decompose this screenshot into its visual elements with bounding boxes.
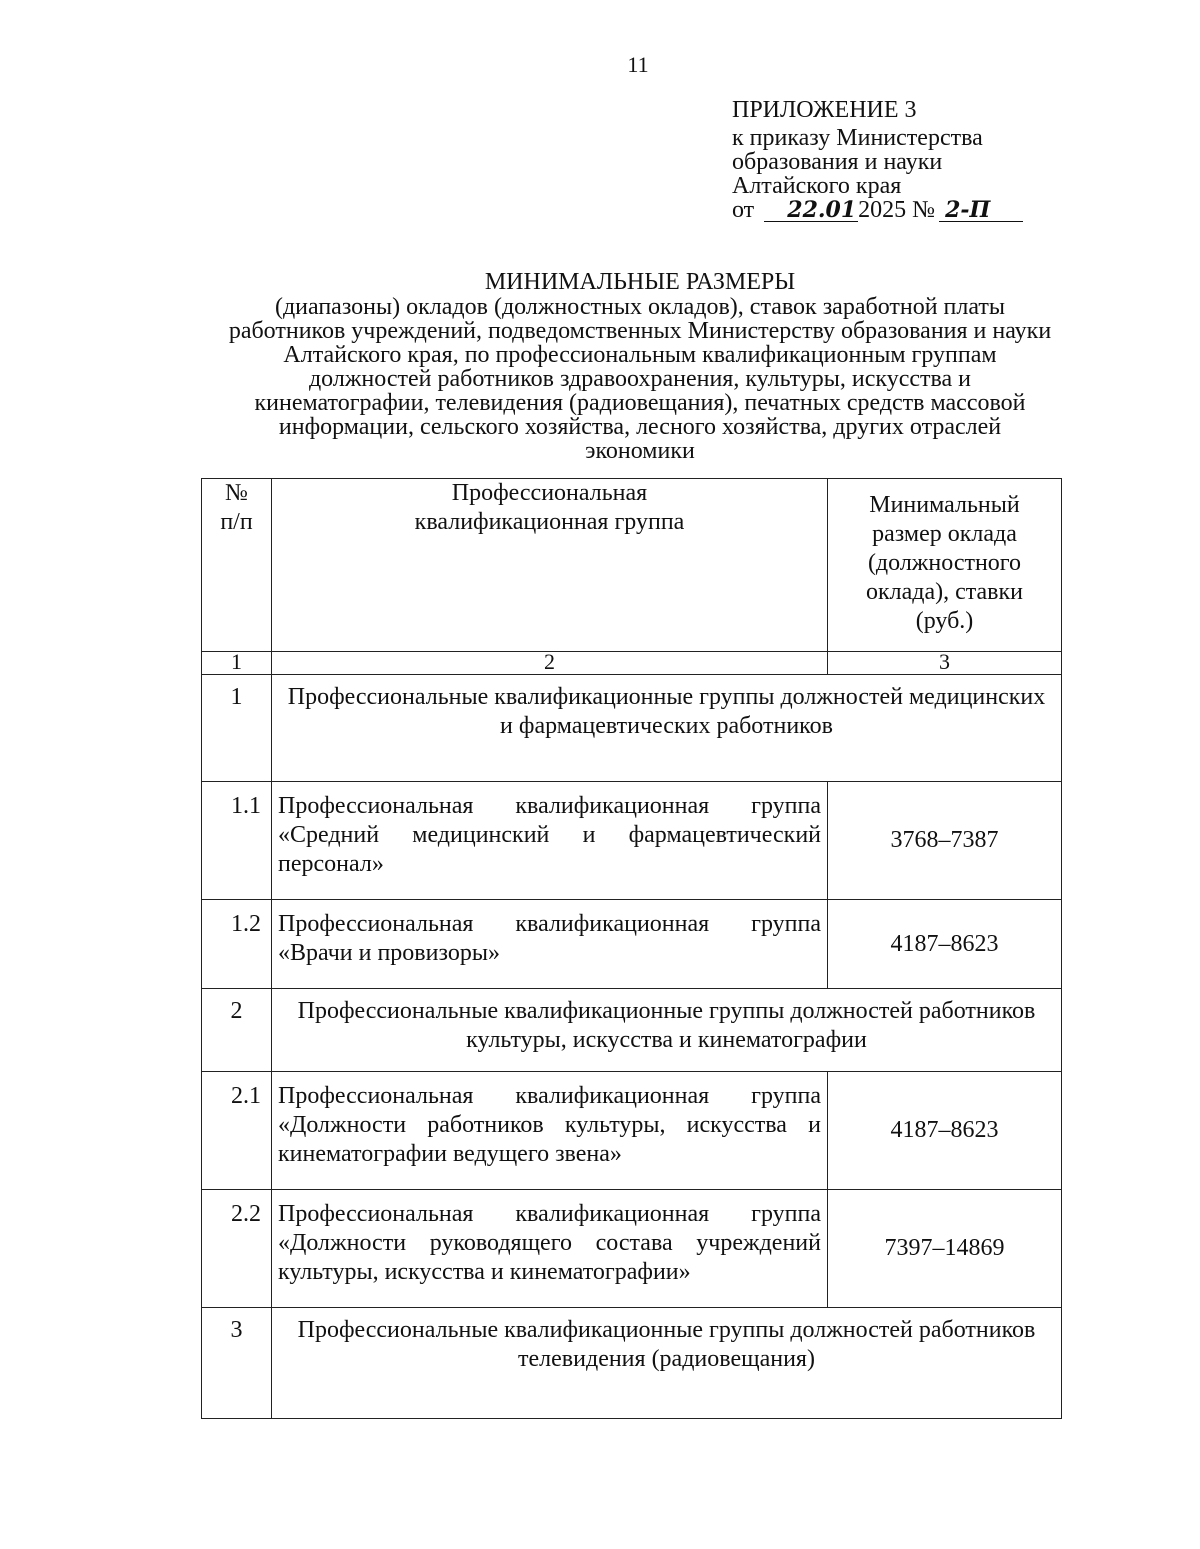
- handwritten-order-number: 2-П: [939, 199, 1023, 222]
- row-number: 1: [202, 675, 272, 782]
- header-number-line: п/п: [220, 509, 253, 535]
- header-salary-line: (руб.): [915, 608, 974, 634]
- group-row: [202, 1308, 1062, 1419]
- table-header-row: [202, 479, 1062, 652]
- handwritten-order-date: 22.01: [764, 199, 858, 222]
- qualification-group: Профессиональная квалификационная группа «Должности руководящего состава учреждений культуры, искусства и кинематографии»: [272, 1190, 828, 1308]
- header-salary-line: (должностного: [867, 550, 1022, 576]
- header-salary-line: Минимальный: [869, 492, 1020, 518]
- column-index: 2: [272, 652, 828, 675]
- column-index: 1: [202, 652, 272, 675]
- row-number: 1.1: [202, 782, 272, 900]
- qualification-group: Профессиональная квалификационная группа «Должности работников культуры, искусства и кинематографии ведущего звена»: [272, 1072, 828, 1190]
- title-line: экономики: [585, 438, 695, 464]
- appendix-line: Алтайского края: [732, 173, 902, 199]
- row-number: 2.2: [202, 1190, 272, 1308]
- appendix-title: ПРИЛОЖЕНИЕ 3: [732, 97, 917, 123]
- header-group-line: Профессиональная: [451, 480, 648, 506]
- salary-range: 4187–8623: [828, 900, 1062, 989]
- group-row: [202, 675, 1062, 782]
- qualification-group: Профессиональная квалификационная группа «Врачи и провизоры»: [272, 900, 828, 989]
- document-title: [180, 270, 1100, 463]
- table-row: [202, 900, 1062, 989]
- title-line: работников учреждений, подведомственных Министерству образования и науки: [228, 318, 1052, 344]
- order-year: 2025 №: [858, 197, 936, 223]
- row-number: 3: [202, 1308, 272, 1419]
- title-line: должностей работников здравоохранения, культуры, искусства и: [308, 366, 972, 392]
- header-number-line: №: [225, 480, 248, 506]
- salary-range: 7397–14869: [828, 1190, 1062, 1308]
- header-salary-line: размер оклада: [872, 521, 1017, 547]
- appendix-block: [732, 98, 1023, 222]
- salary-range: 3768–7387: [828, 782, 1062, 900]
- column-index: 3: [828, 652, 1062, 675]
- column-index-row: [202, 652, 1062, 675]
- row-number: 2: [202, 989, 272, 1072]
- table-row: [202, 1072, 1062, 1190]
- salary-range: 4187–8623: [828, 1072, 1062, 1190]
- order-prefix: от: [732, 197, 755, 223]
- salary-table: [201, 478, 1062, 1419]
- appendix-line: к приказу Министерства: [732, 125, 983, 151]
- group-title: Профессиональные квалификационные группы должностей работников телевидения (радиовещания): [272, 1308, 1062, 1419]
- header-salary-line: оклада), ставки: [865, 579, 1024, 605]
- group-title: Профессиональные квалификационные группы должностей медицинских и фармацевтических работников: [272, 675, 1062, 782]
- qualification-group: Профессиональная квалификационная группа «Средний медицинский и фармацевтический персонал»: [272, 782, 828, 900]
- group-title: Профессиональные квалификационные группы должностей работников культуры, искусства и кинематографии: [272, 989, 1062, 1072]
- title-main: МИНИМАЛЬНЫЕ РАЗМЕРЫ: [484, 269, 796, 295]
- order-line: [732, 198, 1023, 222]
- group-row: [202, 989, 1062, 1072]
- title-line: информации, сельского хозяйства, лесного хозяйства, других отраслей: [278, 414, 1002, 440]
- title-line: кинематографии, телевидения (радиовещания), печатных средств массовой: [254, 390, 1026, 416]
- title-line: (диапазоны) окладов (должностных окладов), ставок заработной платы: [274, 294, 1006, 320]
- page-number: 11: [627, 52, 649, 77]
- appendix-line: образования и науки: [732, 149, 943, 175]
- header-group: [272, 479, 828, 652]
- header-group-line: квалификационная группа: [414, 509, 685, 535]
- header-salary: [828, 479, 1062, 652]
- title-line: Алтайского края, по профессиональным квалификационным группам: [283, 342, 997, 368]
- table-row: [202, 782, 1062, 900]
- row-number: 1.2: [202, 900, 272, 989]
- header-number: [202, 479, 272, 652]
- row-number: 2.1: [202, 1072, 272, 1190]
- table-row: [202, 1190, 1062, 1308]
